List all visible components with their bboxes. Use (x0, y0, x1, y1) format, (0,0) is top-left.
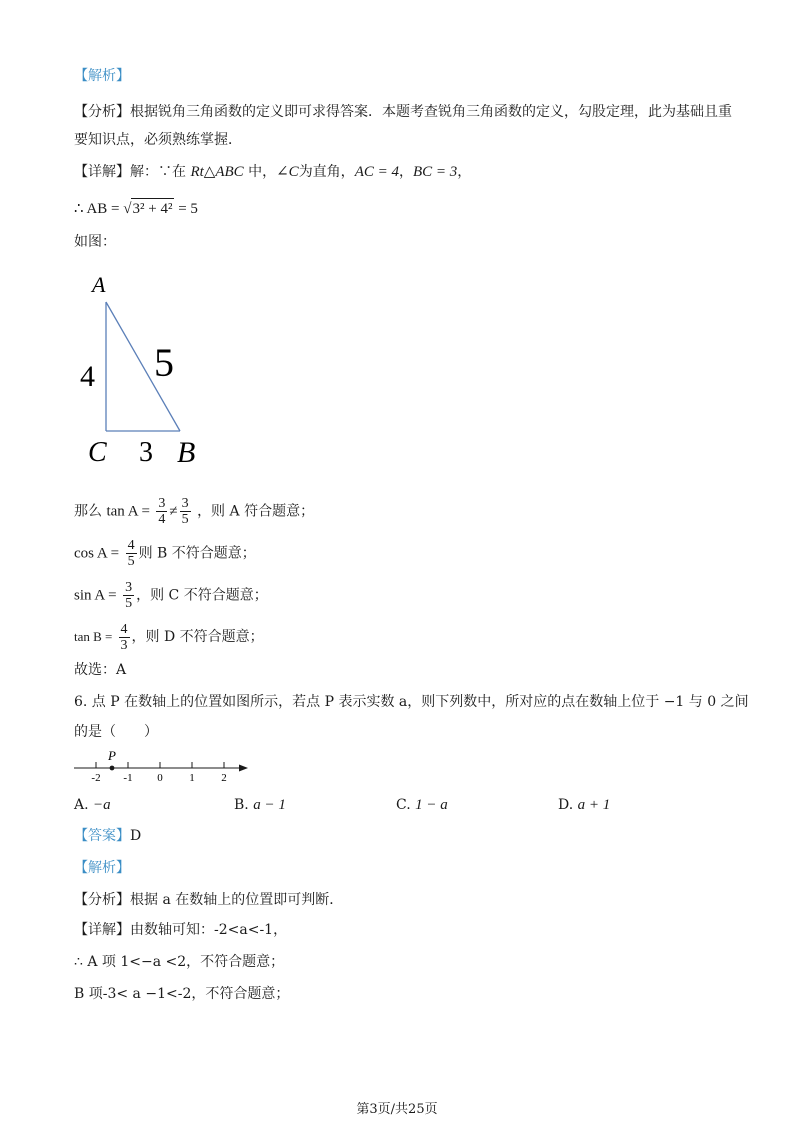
xiangjie-text-1: 解：∵在 (130, 164, 186, 180)
guxuan-line: 故选：A (74, 662, 127, 678)
point-p-marker (110, 766, 115, 771)
tan-b-func: tan B = (74, 629, 113, 644)
side-ab-label: 5 (154, 340, 174, 385)
xiangjie-text-2: 中， (248, 164, 277, 180)
fenxi-continuation: 要知识点，必须熟练掌握． (74, 132, 242, 148)
tan-a-func: tan A = (106, 503, 150, 520)
fenxi-text: 根据锐角三角函数的定义即可求得答案．本题考查锐角三角函数的定义，勾股定理，此为基础且重 (130, 104, 732, 120)
tan-a-line (74, 496, 314, 527)
sqrt-sign: √ (123, 201, 132, 217)
xiangjie-line (74, 162, 471, 182)
q6-fenxi-tag: 【分析】 (74, 892, 130, 908)
denominator: 4 (158, 512, 166, 527)
option-b[interactable] (234, 795, 286, 815)
q6-line-a: ∴ A 项 1<−a <2，不符合题意； (74, 954, 285, 970)
q6-stem-line-2: 的是（ ） (74, 724, 158, 740)
side-ac-label: 4 (80, 360, 95, 393)
tick-group (91, 762, 226, 784)
q6-fenxi-text: 根据 a 在数轴上的位置即可判断． (130, 892, 344, 908)
xiangjie-text-3: 为直角， (298, 164, 355, 180)
q6-fenxi-line (74, 890, 343, 910)
tan-b-suffix: ，则 D 不符合题意； (131, 629, 264, 645)
option-d-letter: D. (558, 797, 574, 813)
ab-equation (74, 198, 198, 219)
tick-label: -2 (91, 772, 101, 784)
vertex-c-label: C (88, 437, 107, 468)
denominator: 5 (181, 512, 189, 527)
tan-a-frac-1 (156, 496, 167, 527)
option-d-expr: a + 1 (577, 797, 611, 813)
axis-arrow (239, 765, 248, 772)
cos-a-line (74, 538, 256, 569)
number-line (70, 748, 260, 784)
tick-label: -1 (123, 772, 133, 784)
sin-a-suffix: ，则 C 不符合题意； (136, 587, 268, 604)
option-a[interactable] (74, 795, 111, 815)
q6-line-b: B 项-3< a −1<-2，不符合题意； (74, 986, 290, 1002)
line-end: ， (457, 164, 472, 180)
denominator: 5 (125, 596, 133, 611)
q6-stem-line-1: 6. 点 P 在数轴上的位置如图所示，若点 P 表示实数 a，则下列数中，所对应的点在数轴上位于 −1 与 0 之间 (74, 694, 749, 710)
sin-a-line (74, 580, 268, 611)
tan-a-suffix: ，则 A 符合题意； (197, 503, 315, 520)
rt-triangle: Rt△ABC (190, 164, 244, 180)
q6-xiangjie-line (74, 920, 287, 940)
tick-label: 0 (157, 772, 163, 784)
option-b-letter: B. (234, 797, 249, 813)
option-d[interactable] (558, 795, 610, 815)
tick-label: 2 (221, 772, 227, 784)
option-c-letter: C. (396, 797, 411, 813)
ab-radicand: 3² + 4² (131, 198, 175, 219)
ab-result: = 5 (178, 201, 198, 217)
sin-a-frac (123, 580, 134, 611)
tan-a-frac-2 (180, 496, 191, 527)
cos-a-suffix: 则 B 不符合题意； (138, 545, 256, 562)
tan-b-line (74, 622, 264, 653)
q6-jiexi-heading: 【解析】 (74, 860, 130, 876)
vertex-a-label: A (92, 272, 106, 297)
numerator: 4 (120, 622, 128, 637)
cos-a-func: cos A = (74, 545, 120, 562)
answer-value: D (130, 828, 142, 844)
tan-b-frac (119, 622, 130, 653)
numerator: 3 (181, 496, 189, 511)
point-p-label: P (108, 748, 116, 763)
angle-c: ∠C (276, 164, 299, 180)
denominator: 3 (120, 638, 128, 653)
fenxi-line (74, 102, 732, 122)
option-a-letter: A. (74, 797, 89, 813)
answer-tag: 【答案】 (74, 828, 130, 844)
cos-a-frac (126, 538, 137, 569)
page-footer: 第3页/共25页 (356, 1102, 438, 1117)
option-a-expr: −a (93, 797, 111, 813)
option-b-expr: a − 1 (253, 797, 286, 813)
option-c[interactable] (396, 795, 448, 815)
ac-value: AC = 4 (354, 164, 399, 180)
separator: ， (398, 164, 413, 180)
numerator: 3 (125, 580, 133, 595)
q6-xiangjie-tag: 【详解】 (74, 922, 130, 938)
vertex-b-label: B (177, 436, 196, 469)
ab-prefix: ∴ AB = (74, 201, 120, 217)
neq-sign: ≠ (169, 503, 178, 520)
bc-value: BC = 3 (412, 164, 458, 180)
triangle-figure (70, 268, 220, 473)
q6-xiangjie-text: 由数轴可知：-2<a<-1， (130, 922, 288, 938)
option-c-expr: 1 − a (415, 797, 448, 813)
fenxi-tag: 【分析】 (74, 104, 130, 120)
tick-label: 1 (189, 772, 195, 784)
numerator: 4 (127, 538, 135, 553)
answer-line (74, 826, 141, 846)
tan-a-prefix: 那么 (74, 503, 102, 520)
rutu-label: 如图： (74, 234, 116, 250)
jiexi-heading: 【解析】 (74, 68, 130, 84)
denominator: 5 (127, 554, 135, 569)
xiangjie-tag: 【详解】 (74, 164, 130, 180)
numerator: 3 (158, 496, 166, 511)
sin-a-func: sin A = (74, 587, 117, 604)
side-cb-label: 3 (139, 437, 153, 468)
